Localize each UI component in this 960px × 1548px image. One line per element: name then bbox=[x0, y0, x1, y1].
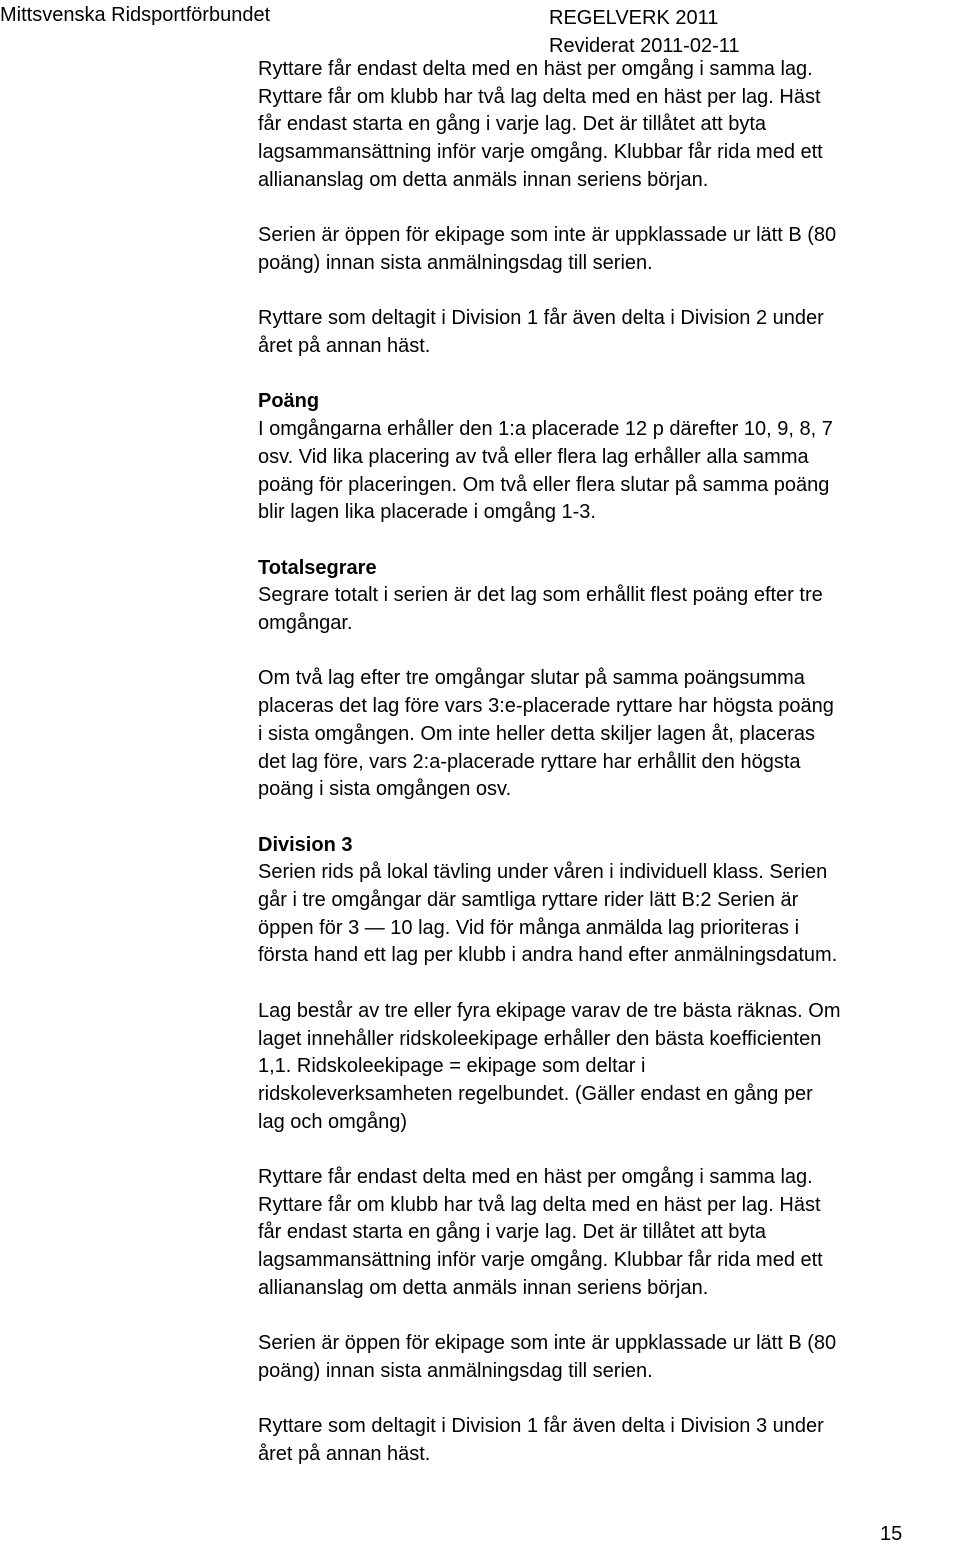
paragraph bbox=[258, 1413, 960, 1468]
paragraph bbox=[258, 665, 960, 804]
text-line: Lag består av tre eller fyra ekipage varav de tre bästa räknas. Om bbox=[258, 999, 841, 1022]
paragraph bbox=[258, 1330, 960, 1385]
text-line: laget innehåller ridskoleekipage erhåller den bästa koefficienten bbox=[258, 1027, 822, 1050]
text-line: Serien rids på lokal tävling under våren i individuell klass. Serien bbox=[258, 861, 828, 884]
organization-name: Mittsvenska Ridsportförbundet bbox=[0, 4, 271, 26]
document-header bbox=[549, 4, 740, 60]
text-line: omgångar. bbox=[258, 612, 353, 634]
text-line: ridskoleverksamheten regelbundet. (Gäller endast en gång per bbox=[258, 1082, 813, 1105]
text-line: Om två lag efter tre omgångar slutar på samma poängsumma bbox=[258, 667, 805, 690]
revision-date: Reviderat 2011-02-11 bbox=[549, 35, 740, 57]
text-line: blir lagen lika placerade i omgång 1-3. bbox=[258, 501, 596, 524]
text-line: Ryttare som deltagit i Division 1 får även delta i Division 2 under bbox=[258, 307, 824, 330]
text-line: placeras det lag före vars 3:e-placerade ryttare har högsta poäng bbox=[258, 695, 834, 718]
text-line: poäng) innan sista anmälningsdag till serien. bbox=[258, 251, 653, 274]
paragraph bbox=[258, 555, 960, 638]
paragraph bbox=[258, 1164, 960, 1303]
text-line: I omgångarna erhåller den 1:a placerade 12 p därefter 10, 9, 8, 7 bbox=[258, 418, 833, 441]
section-heading: Totalsegrare bbox=[258, 556, 377, 579]
text-line: Segrare totalt i serien är det lag som erhållit flest poäng efter tre bbox=[258, 584, 823, 607]
page-number: 15 bbox=[880, 1523, 903, 1545]
text-line: alliananslag om detta anmäls innan seriens början. bbox=[258, 168, 709, 191]
text-line: lagsammansättning inför varje omgång. Klubbar får rida med ett bbox=[258, 1249, 823, 1272]
document-body bbox=[258, 56, 960, 1496]
text-line: Ryttare som deltagit i Division 1 får även delta i Division 3 under bbox=[258, 1415, 824, 1438]
paragraph bbox=[258, 305, 960, 360]
text-line: öppen för 3 — 10 lag. Vid för många anmälda lag prioriteras i bbox=[258, 916, 800, 939]
text-line: första hand ett lag per klubb i andra hand efter anmälningsdatum. bbox=[258, 944, 838, 967]
paragraph bbox=[258, 388, 960, 527]
text-line: Ryttare får endast delta med en häst per omgång i samma lag. bbox=[258, 1166, 813, 1188]
text-line: i sista omgången. Om inte heller detta skiljer lagen åt, placeras bbox=[258, 722, 815, 745]
document-title: REGELVERK 2011 bbox=[549, 7, 719, 29]
section-heading: Division 3 bbox=[258, 833, 353, 856]
text-line: Serien är öppen för ekipage som inte är uppklassade ur lätt B (80 bbox=[258, 1332, 837, 1355]
text-line: poäng för placeringen. Om två eller flera slutar på samma poäng bbox=[258, 473, 830, 496]
paragraph bbox=[258, 998, 960, 1137]
text-line: lag och omgång) bbox=[258, 1110, 407, 1133]
section-heading: Poäng bbox=[258, 390, 320, 413]
text-line: Serien är öppen för ekipage som inte är uppklassade ur lätt B (80 bbox=[258, 224, 837, 247]
text-line: lagsammansättning inför varje omgång. Klubbar får rida med ett bbox=[258, 141, 823, 164]
text-line: poäng) innan sista anmälningsdag till serien. bbox=[258, 1359, 653, 1382]
text-line: alliananslag om detta anmäls innan seriens början. bbox=[258, 1276, 709, 1299]
text-line: 1,1. Ridskoleekipage = ekipage som deltar i bbox=[258, 1055, 646, 1078]
text-line: poäng i sista omgången osv. bbox=[258, 778, 512, 801]
text-line: året på annan häst. bbox=[258, 1443, 431, 1465]
text-line: det lag före, vars 2:a-placerade ryttare har erhållit den högsta bbox=[258, 750, 801, 773]
text-line: året på annan häst. bbox=[258, 335, 431, 357]
text-line: osv. Vid lika placering av två eller flera lag erhåller alla samma bbox=[258, 445, 809, 468]
text-line: får endast starta en gång i varje lag. Det är tillåtet att byta bbox=[258, 1221, 767, 1244]
text-line: Ryttare får om klubb har två lag delta med en häst per lag. Häst bbox=[258, 1193, 821, 1216]
paragraph bbox=[258, 56, 960, 195]
text-line: Ryttare får endast delta med en häst per omgång i samma lag. bbox=[258, 58, 813, 80]
text-line: går i tre omgångar där samtliga ryttare rider lätt B:2 Serien är bbox=[258, 889, 799, 911]
paragraph bbox=[258, 222, 960, 277]
text-line: Ryttare får om klubb har två lag delta med en häst per lag. Häst bbox=[258, 85, 821, 108]
paragraph bbox=[258, 832, 960, 971]
text-line: får endast starta en gång i varje lag. Det är tillåtet att byta bbox=[258, 113, 767, 136]
